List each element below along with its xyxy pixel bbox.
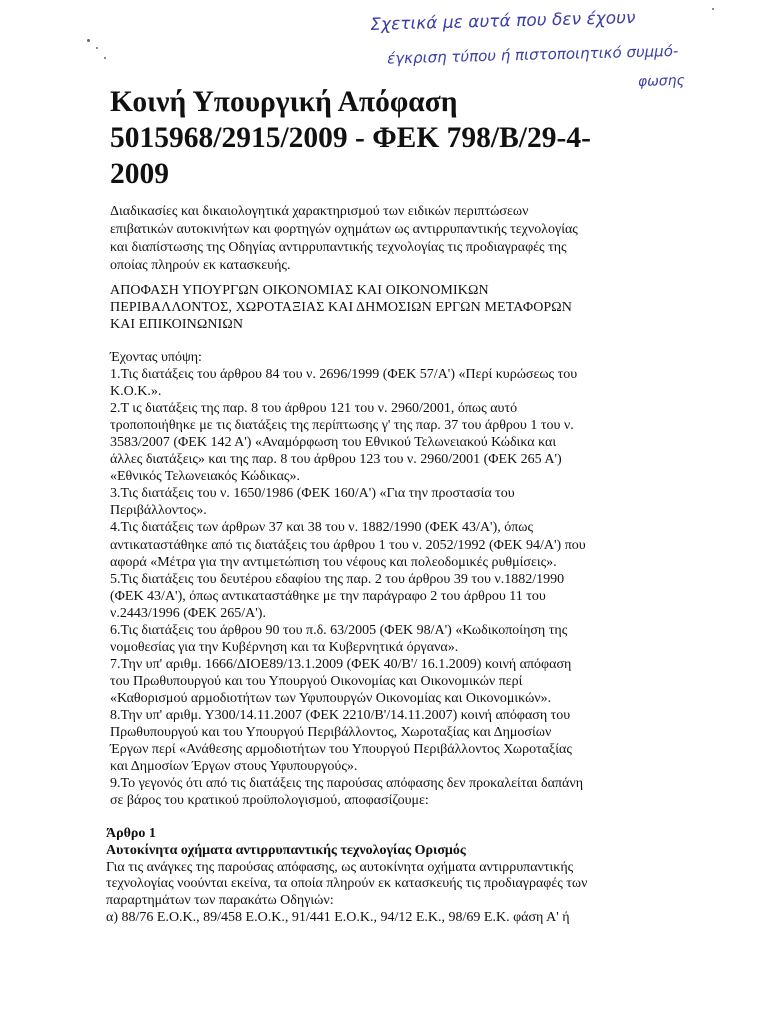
scan-speck <box>712 8 714 10</box>
handwritten-note-line: έγκριση τύπου ή πιστοποιητικό συμμό- <box>386 41 679 68</box>
body-line: 1.Τις διατάξεις του άρθρου 84 του ν. 2696/1999 (ΦΕΚ 57/Α') «Περί κυρώσεως του <box>110 367 578 383</box>
body-line: (ΦΕΚ 43/Α'), όπως αντικαταστάθηκε με την παράγραφο 2 του άρθρου 11 του <box>110 588 546 604</box>
authority-line: ΠΕΡΙΒΑΛΛΟΝΤΟΣ, ΧΩΡΟΤΑΞΙΑΣ ΚΑΙ ΔΗΜΟΣΙΩΝ ΕΡΓΩΝ ΜΕΤΑΦΟΡΩΝ <box>110 300 573 315</box>
title-line: Κοινή Υπουργική Απόφαση <box>110 86 458 118</box>
handwritten-note-line: Σχετικά με αυτά που δεν έχουν <box>370 8 636 35</box>
abstract-line: και διαπίστωσης της Οδηγίας αντιρρυπαντικής τεχνολογίας τις προδιαγραφές της <box>110 240 567 255</box>
body-line: 3583/2007 (ΦΕΚ 142 Α') «Αναμόρφωση του Εθνικού Τελωνειακού Κώδικα και <box>110 435 557 451</box>
body-line: τροποποιήθηκε με τις διατάξεις της περίπτωσης γ' της παρ. 37 του άρθρου 1 του ν. <box>110 418 574 434</box>
body-line: 3.Τις διατάξεις του ν. 1650/1986 (ΦΕΚ 160/Α') «Για την προστασία του <box>110 486 515 502</box>
article-line: Για τις ανάγκες της παρούσας απόφασης, ως αυτοκίνητα οχήματα αντιρρυπαντικής <box>106 859 574 875</box>
body-line: άλλες διατάξεις» και της παρ. 8 του άρθρου 123 του ν. 2960/2001 (ΦΕΚ 265 Α') <box>110 452 562 468</box>
body-line: 5.Τις διατάξεις του δευτέρου εδαφίου της παρ. 2 του άρθρου 39 του ν.1882/1990 <box>110 571 565 587</box>
abstract-line: επιβατικών αυτοκινήτων και φορτηγών οχημάτων ως αντιρρυπαντικής τεχνολογίας <box>110 222 578 237</box>
body-line: αφορά «Μέτρα για την αντιμετώπιση του νέφους και πολεοδομικές ρυθμίσεις». <box>110 554 557 570</box>
scan-speck <box>104 57 106 59</box>
preamble-body <box>110 349 670 809</box>
body-line: νομοθεσίας για την Κυβέρνηση και τα Κυβερνητικά όργανα». <box>110 639 459 655</box>
document-title <box>110 84 630 192</box>
handwritten-annotation <box>368 4 760 90</box>
article-subheading: Αυτοκίνητα οχήματα αντιρρυπαντικής τεχνολογίας Ορισμός <box>106 842 466 858</box>
body-line: αντικαταστάθηκε από τις διατάξεις του άρθρου 1 του ν. 2052/1992 (ΦΕΚ 94/Α') που <box>110 537 586 553</box>
body-line: «Εθνικός Τελωνειακός Κώδικας». <box>110 469 300 485</box>
body-line: 7.Την υπ' αριθμ. 1666/ΔΙΟΕ89/13.1.2009 (ΦΕΚ 40/Β'/ 16.1.2009) κοινή απόφαση <box>110 656 572 672</box>
body-line: Κ.Ο.Κ.». <box>110 384 162 400</box>
body-line: σε βάρος του κρατικού προϋπολογισμού, αποφασίζουμε: <box>110 793 429 809</box>
document-abstract <box>110 203 650 275</box>
article-1 <box>106 826 666 927</box>
body-line: 4.Τις διατάξεις των άρθρων 37 και 38 του ν. 1882/1990 (ΦΕΚ 43/Α'), όπως <box>110 520 534 536</box>
body-line: Περιβάλλοντος». <box>110 503 207 519</box>
body-line: ν.2443/1996 (ΦΕΚ 265/Α'). <box>110 605 266 621</box>
scan-speck <box>87 39 90 42</box>
body-line: Έχοντας υπόψη: <box>110 350 202 365</box>
authority-line: ΑΠΟΦΑΣΗ ΥΠΟΥΡΓΩΝ ΟΙΚΟΝΟΜΙΑΣ ΚΑΙ ΟΙΚΟΝΟΜΙΚΩΝ <box>110 283 489 298</box>
body-line: 9.Το γεγονός ότι από τις διατάξεις της παρούσας απόφασης δεν προκαλείται δαπάνη <box>110 776 584 792</box>
abstract-line: Διαδικασίες και δικαιολογητικά χαρακτηρισμού των ειδικών περιπτώσεων <box>110 204 529 219</box>
article-line: τεχνολογίας νοούνται εκείνα, τα οποία πληρούν εκ κατασκευής τις προδιαγραφές των <box>106 876 588 892</box>
title-line: 2009 <box>110 158 169 190</box>
title-line: 5015968/2915/2009 - ΦΕΚ 798/Β/29-4- <box>110 122 591 154</box>
body-line: 2.Τ ις διατάξεις της παρ. 8 του άρθρου 121 του ν. 2960/2001, όπως αυτό <box>110 401 518 417</box>
article-line: α) 88/76 Ε.Ο.Κ., 89/458 Ε.Ο.Κ., 91/441 Ε.Ο.Κ., 94/12 Ε.Κ., 98/69 Ε.Κ. φάση Α' ή <box>106 909 570 925</box>
body-line: Πρωθυπουργού και του Υπουργού Περιβάλλοντος, Χωροταξίας και Δημοσίων <box>110 725 552 741</box>
handwritten-note-line: φωσης <box>637 72 685 90</box>
authority-line: ΚΑΙ ΕΠΙΚΟΙΝΩΝΙΩΝ <box>110 317 244 332</box>
article-line: παραρτημάτων των παρακάτω Οδηγιών: <box>106 893 334 909</box>
issuing-authority <box>110 282 670 333</box>
body-line: 8.Την υπ' αριθμ. Υ300/14.11.2007 (ΦΕΚ 2210/Β'/14.11.2007) κοινή απόφαση του <box>110 707 571 723</box>
article-heading: Άρθρο 1 <box>106 826 156 841</box>
body-line: του Πρωθυπουργού και του Υπουργού Οικονομίας και Οικονομικών περί <box>110 673 523 689</box>
scan-speck <box>96 47 98 49</box>
body-line: 6.Τις διατάξεις του άρθρου 90 του π.δ. 63/2005 (ΦΕΚ 98/Α') «Κωδικοποίηση της <box>110 622 568 638</box>
body-line: και Δημοσίων Έργων στους Υφυπουργούς». <box>110 759 358 775</box>
abstract-line: οποίας πληρούν εκ κατασκευής. <box>110 258 291 273</box>
body-line: «Καθορισμού αρμοδιοτήτων των Υφυπουργών Οικονομίας και Οικονομικών». <box>110 690 552 706</box>
body-line: Έργων περί «Ανάθεσης αρμοδιοτήτων του Υπουργού Περιβάλλοντος Χωροταξίας <box>110 742 572 758</box>
